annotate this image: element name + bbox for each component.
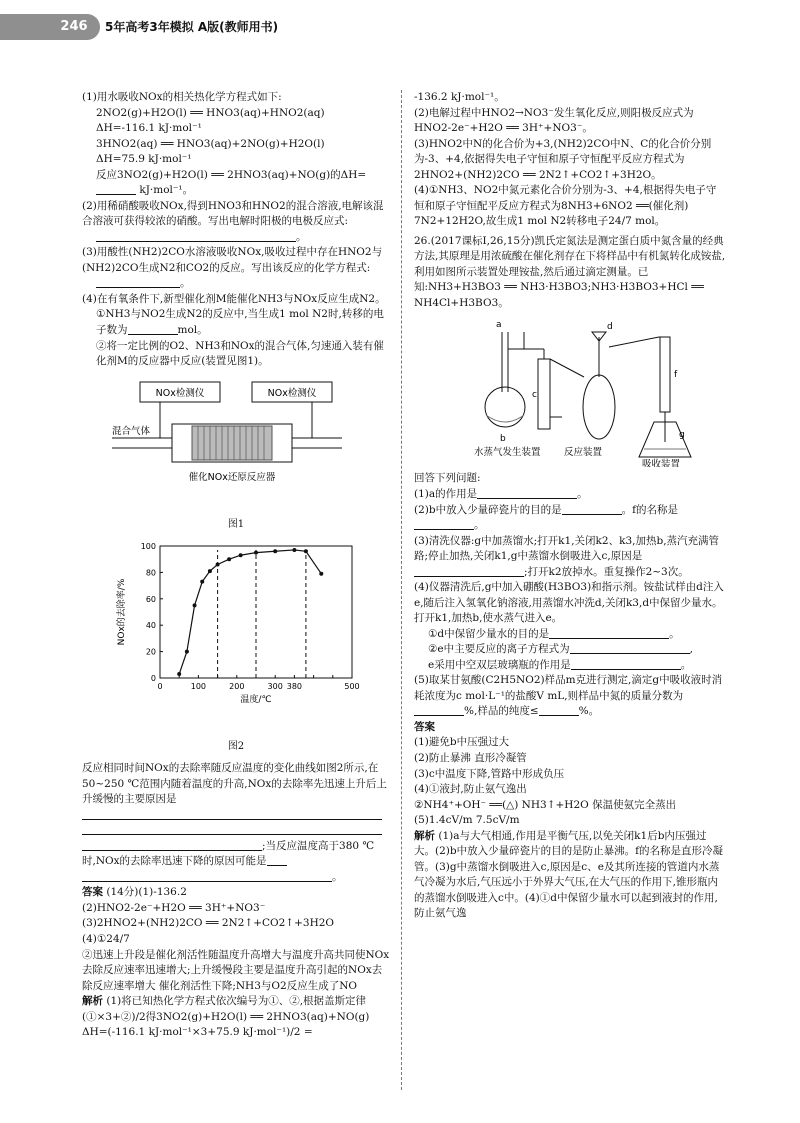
question-26: 26.(2017课标Ⅰ,26,15分)凯氏定氮法是测定蛋白质中氮含量的经典方法,其原理是用浓硫酸在催化剂存在下将样品中有机氮转化成铵盐,利用如图所示装置处理铵盐,然后通过滴定测量。已知:NH3+H3BO3 ══ NH3·H3BO3;NH3·H3BO3+HCl ══ NH4Cl+H3BO3。 <box>414 234 726 309</box>
answer-4-2: ②迅速上升段是催化剂活性随温度升高增大与温度升高共同使NOx去除反应速率迅速增大;上升缓慢段主要是温度升高引起的NOx去除反应速率增大 催化剂活性下降;NH3与O2反应生成了NO <box>82 948 390 992</box>
answer-blank[interactable] <box>414 565 524 577</box>
answer-26-3: (3)c中温度下降,管路中形成负压 <box>414 767 565 780</box>
answer-blank[interactable] <box>82 870 332 882</box>
analysis-label-26: 解析 <box>414 829 435 842</box>
data-point <box>227 558 231 562</box>
tube-c <box>538 359 550 429</box>
apparatus-figure <box>414 317 724 467</box>
answer-blank[interactable] <box>267 855 287 867</box>
label-g: g <box>679 430 685 441</box>
data-point <box>319 572 323 576</box>
p2-line: (2)b中放入少量碎瓷片的目的是 。f的名称是。 <box>414 503 678 532</box>
water-b <box>486 415 524 422</box>
data-point <box>292 548 296 552</box>
q3-text: (3)用酸性(NH2)2CO水溶液吸收NOx,吸收过程中存在HNO2与(NH2)2CO生成N2和CO2的反应。写出该反应的化学方程式: <box>82 246 383 274</box>
label-c: c <box>532 390 537 401</box>
data-point <box>185 650 189 654</box>
nox-removal-chart <box>112 538 372 708</box>
x-tick-label: 100 <box>190 682 207 692</box>
reactor-label: 催化NOx还原反应器 <box>188 471 276 483</box>
answer-label-26: 答案 <box>414 720 435 733</box>
q1-intro: (1)用水吸收NOx的相关热化学方程式如下: <box>82 91 282 103</box>
analysis-block <box>82 994 390 1041</box>
inlet-label: 混合气体 <box>112 425 151 437</box>
q4-4-text: ;当反应温度高于380 ℃时,NOx的去除率迅速下降的原因可能是 <box>82 839 375 868</box>
analysis-text: (1)将已知热化学方程式依次编号为①、②,根据盖斯定律(①×3+②)/2得3NO2(g)+H2O(l) ══ 2HNO3(aq)+NO(g) ΔH=(-116.1 kJ·mol⁻¹×3+75.9 kJ·mol⁻¹)/2 = <box>82 995 370 1039</box>
figure-1-caption: 图1 <box>227 518 245 530</box>
answer-blank[interactable] <box>549 627 669 639</box>
r3: (3)HNO2中N的化合价为+3,(NH2)2CO中N、C的化合价分别为-3、+4,依据得失电子守恒和原子守恒配平反应方程式为2HNO2+(NH2)2CO ══ 2N2↑+CO2↑+3H2O。 <box>414 137 712 181</box>
apparatus-diagram <box>414 317 724 467</box>
p1-text: (1)a的作用是 <box>414 487 478 500</box>
answer-26-5: (5)1.4cV/m 7.5cV/m <box>414 814 520 827</box>
p1-line: (1)a的作用是 。 <box>414 487 588 500</box>
p5-text: (5)取某甘氨酸(C2H5NO2)样品m克进行测定,滴定g中吸收液时消耗浓度为c mol·L⁻¹的盐酸V mL,则样品中氮的质量分数为 <box>414 674 723 702</box>
condenser-f <box>660 337 670 412</box>
flask-b <box>485 387 525 427</box>
p4-2-text: ②e中主要反应的离子方程式为 <box>428 643 570 656</box>
x-tick-label: 380 <box>286 682 303 692</box>
label-steam: 水蒸气发生装置 <box>474 447 541 459</box>
answer-blank[interactable] <box>539 705 579 717</box>
prompt: 回答下列问题: <box>414 472 481 485</box>
q2-blank-line: 。 <box>82 230 390 246</box>
answer-blank[interactable] <box>128 323 178 335</box>
x-tick-label: 300 <box>267 682 283 692</box>
answer-blank[interactable] <box>414 519 474 531</box>
answer-blank[interactable] <box>414 705 464 717</box>
data-point <box>273 550 277 554</box>
figure-1-diagram <box>112 376 372 496</box>
q4-1-unit: mol。 <box>177 323 208 336</box>
q2-text: (2)用稀硝酸吸收NOx,得到HNO3和HNO2的混合溶液,电解该混合溶液可获得较浓的硝酸。写出电解时阳极的电极反应式: <box>82 199 384 228</box>
q1-eq1: 2NO2(g)+H2O(l) ══ HNO3(aq)+HNO2(aq) <box>96 106 325 119</box>
pipe-to-f <box>609 337 664 347</box>
answer-blank[interactable] <box>477 487 577 499</box>
figure-1 <box>112 376 372 516</box>
x-tick-label: 500 <box>344 682 360 692</box>
answer-block-26 <box>414 720 726 736</box>
q4-2-text: ②将一定比例的O2、NH3和NOx的混合气体,匀速通入装有催化剂M的反应器中反应(装置见图1)。 <box>96 339 384 368</box>
p4-2-line: ②e中主要反应的离子方程式为 , <box>428 643 693 656</box>
q4-4-blank: 。 <box>82 870 390 886</box>
p2-text: (2)b中放入少量碎瓷片的目的是 <box>414 503 562 516</box>
q4-1-line <box>82 307 390 338</box>
nox-detector-left-label: NOx检测仪 <box>155 387 205 399</box>
answer-blank[interactable] <box>82 839 262 851</box>
p5-line <box>414 673 726 720</box>
label-f: f <box>674 370 678 381</box>
answer-blank[interactable] <box>570 643 690 655</box>
r1: -136.2 kJ·mol⁻¹。 <box>414 91 505 103</box>
data-point <box>200 580 204 584</box>
answer-block <box>82 885 390 901</box>
analysis-label: 解析 <box>82 995 103 1008</box>
answer-2: (2)HNO2-2e⁻+H2O ══ 3H⁺+NO3⁻ <box>82 901 266 914</box>
answer-blank[interactable] <box>96 184 136 196</box>
label-reaction: 反应装置 <box>564 447 603 459</box>
p4-3-line: e采用中空双层玻璃瓶的作用是 。 <box>428 658 692 671</box>
q3-blank-line: 。 <box>82 276 390 292</box>
answer-score: (14分)(1)-136.2 <box>106 886 187 899</box>
data-point <box>304 550 308 554</box>
y-tick-label: 80 <box>145 568 156 578</box>
y-tick-label: 40 <box>145 621 156 631</box>
book-title: 5年高考3年模拟 A版(教师用书) <box>105 20 279 34</box>
p3-text: (3)清洗仪器:g中加蒸馏水;打开k1,关闭k2、k3,加热b,蒸汽充满管路;停止加热,关闭k1,g中蒸馏水倒吸进入c,原因是 <box>414 534 720 563</box>
label-absorb: 吸收装置 <box>642 459 681 468</box>
y-tick-label: 60 <box>145 595 156 605</box>
q1-unit: kJ·mol⁻¹。 <box>139 184 194 197</box>
answer-blank[interactable] <box>562 503 622 515</box>
answer-blank[interactable] <box>96 230 296 242</box>
q4-1-text: ①NH3与NO2生成N2的反应中,当生成1 mol N2时,转移的电子数为 <box>96 308 384 336</box>
p5b-text: %,样品的纯度≤ <box>464 705 539 718</box>
x-tick-label: 200 <box>229 682 245 692</box>
y-tick-label: 100 <box>140 542 156 552</box>
q1-eq3: 反应3NO2(g)+H2O(l) ══ 2HNO3(aq)+NO(g)的ΔH= <box>96 168 367 181</box>
data-point <box>193 604 197 608</box>
p4-1-line: ①d中保留少量水的目的是 。 <box>428 627 680 640</box>
answer-26-1: (1)避免b中压强过大 <box>414 736 510 749</box>
q1-dh2: ΔH=75.9 kJ·mol⁻¹ <box>96 153 192 166</box>
answer-blank[interactable] <box>571 658 681 670</box>
column-divider <box>401 90 402 1090</box>
q4-3-blanks <box>82 808 390 870</box>
answer-26-4-2: ②NH4⁺+OH⁻ ══(△) NH3↑+H2O 保温使氨完全蒸出 <box>414 798 677 811</box>
left-column <box>82 90 390 1041</box>
removal-rate-line <box>179 550 321 674</box>
data-point <box>208 569 212 573</box>
nox-detector-right-label: NOx检测仪 <box>267 387 317 399</box>
answer-label: 答案 <box>82 886 103 899</box>
analysis-text-26: (1)a与大气相通,作用是平衡气压,以免关闭k1后b内压强过大。(2)b中放入少量碎瓷片的目的是防止暴沸。f的名称是直形冷凝管。(3)g中蒸馏水倒吸进入c,原因是c、e及其所连接的管道内水蒸气冷凝为水后,气压远小于外界大气压,在大气压的作用下,锥形瓶内的蒸馏水倒吸进入c中。(4)①d中保留少量水可以起到液封的作用,防止氨气逸 <box>414 829 723 920</box>
x-tick-label: 0 <box>157 682 163 692</box>
answer-blank[interactable] <box>82 808 382 820</box>
p4-3-text: e采用中空双层玻璃瓶的作用是 <box>428 658 571 671</box>
right-column <box>414 90 726 922</box>
q4-3-text: 反应相同时间NOx的去除率随反应温度的变化曲线如图2所示,在50~250 ℃范围内随着温度的升高,NOx的去除率先迅速上升后上升缓慢的主要原因是 <box>82 762 387 806</box>
y-axis-label: NOx的去除率/% <box>117 578 127 646</box>
label-d: d <box>607 322 613 333</box>
answer-4: (4)①24/7 <box>82 933 130 945</box>
q1-unit-line <box>82 183 390 199</box>
x-axis-label: 温度/℃ <box>240 695 272 706</box>
page-number: 246 <box>60 19 88 34</box>
answer-blank[interactable] <box>82 824 382 836</box>
page-header <box>0 0 800 46</box>
r4: (4)①NH3、NO2中氮元素化合价分别为-3、+4,根据得失电子守恒和原子守恒配平反应方程式为8NH3+6NO2 ══(催化剂) 7N2+12H2O,故生成1 mol N2转移电子24/7 mol。 <box>414 184 717 228</box>
answer-blank[interactable] <box>96 277 180 289</box>
label-a: a <box>496 320 502 331</box>
pipe <box>550 359 584 377</box>
label-b: b <box>500 434 506 445</box>
data-point <box>239 554 243 558</box>
y-tick-label: 20 <box>145 647 156 657</box>
bottle-e <box>583 375 615 439</box>
q1-dh1: ΔH=-116.1 kJ·mol⁻¹ <box>96 122 202 135</box>
p2b-text: 。f的名称是 <box>621 503 678 516</box>
y-tick-label: 0 <box>150 674 156 684</box>
q4-text: (4)在有氧条件下,新型催化剂M能催化NH3与NOx反应生成N2。 <box>82 292 386 305</box>
answer-26-4: (4)①液封,防止氨气逸出 <box>414 783 527 796</box>
p3-line <box>414 534 726 581</box>
analysis-block-26 <box>414 829 726 922</box>
r2: (2)电解过程中HNO2→NO3⁻发生氧化反应,则阳极反应式为HNO2-2e⁻+H2O ══ 3H⁺+NO3⁻。 <box>414 106 694 135</box>
p4-1-text: ①d中保留少量水的目的是 <box>428 627 550 640</box>
q1-eq2: 3HNO2(aq) ══ HNO3(aq)+2NO(g)+H2O(l) <box>96 137 325 150</box>
p4-text: (4)仪器清洗后,g中加入硼酸(H3BO3)和指示剂。铵盐试样由d注入e,随后注入氢氧化钠溶液,用蒸馏水冲洗d,关闭k3,d中保留少量水。打开k1,加热b,使水蒸气进入e。 <box>414 581 724 625</box>
figure-2-caption: 图2 <box>227 741 245 753</box>
answer-3: (3)2HNO2+(NH2)2CO ══ 2N2↑+CO2↑+3H2O <box>82 917 335 930</box>
data-point <box>254 551 258 555</box>
data-point <box>177 672 181 676</box>
figure-2 <box>112 538 372 738</box>
p3b-text: ;打开k2放掉水。重复操作2~3次。 <box>524 565 689 578</box>
answer-26-2: (2)防止暴沸 直形冷凝管 <box>414 752 527 764</box>
data-point <box>216 563 220 567</box>
p5c-text: %。 <box>578 705 600 718</box>
